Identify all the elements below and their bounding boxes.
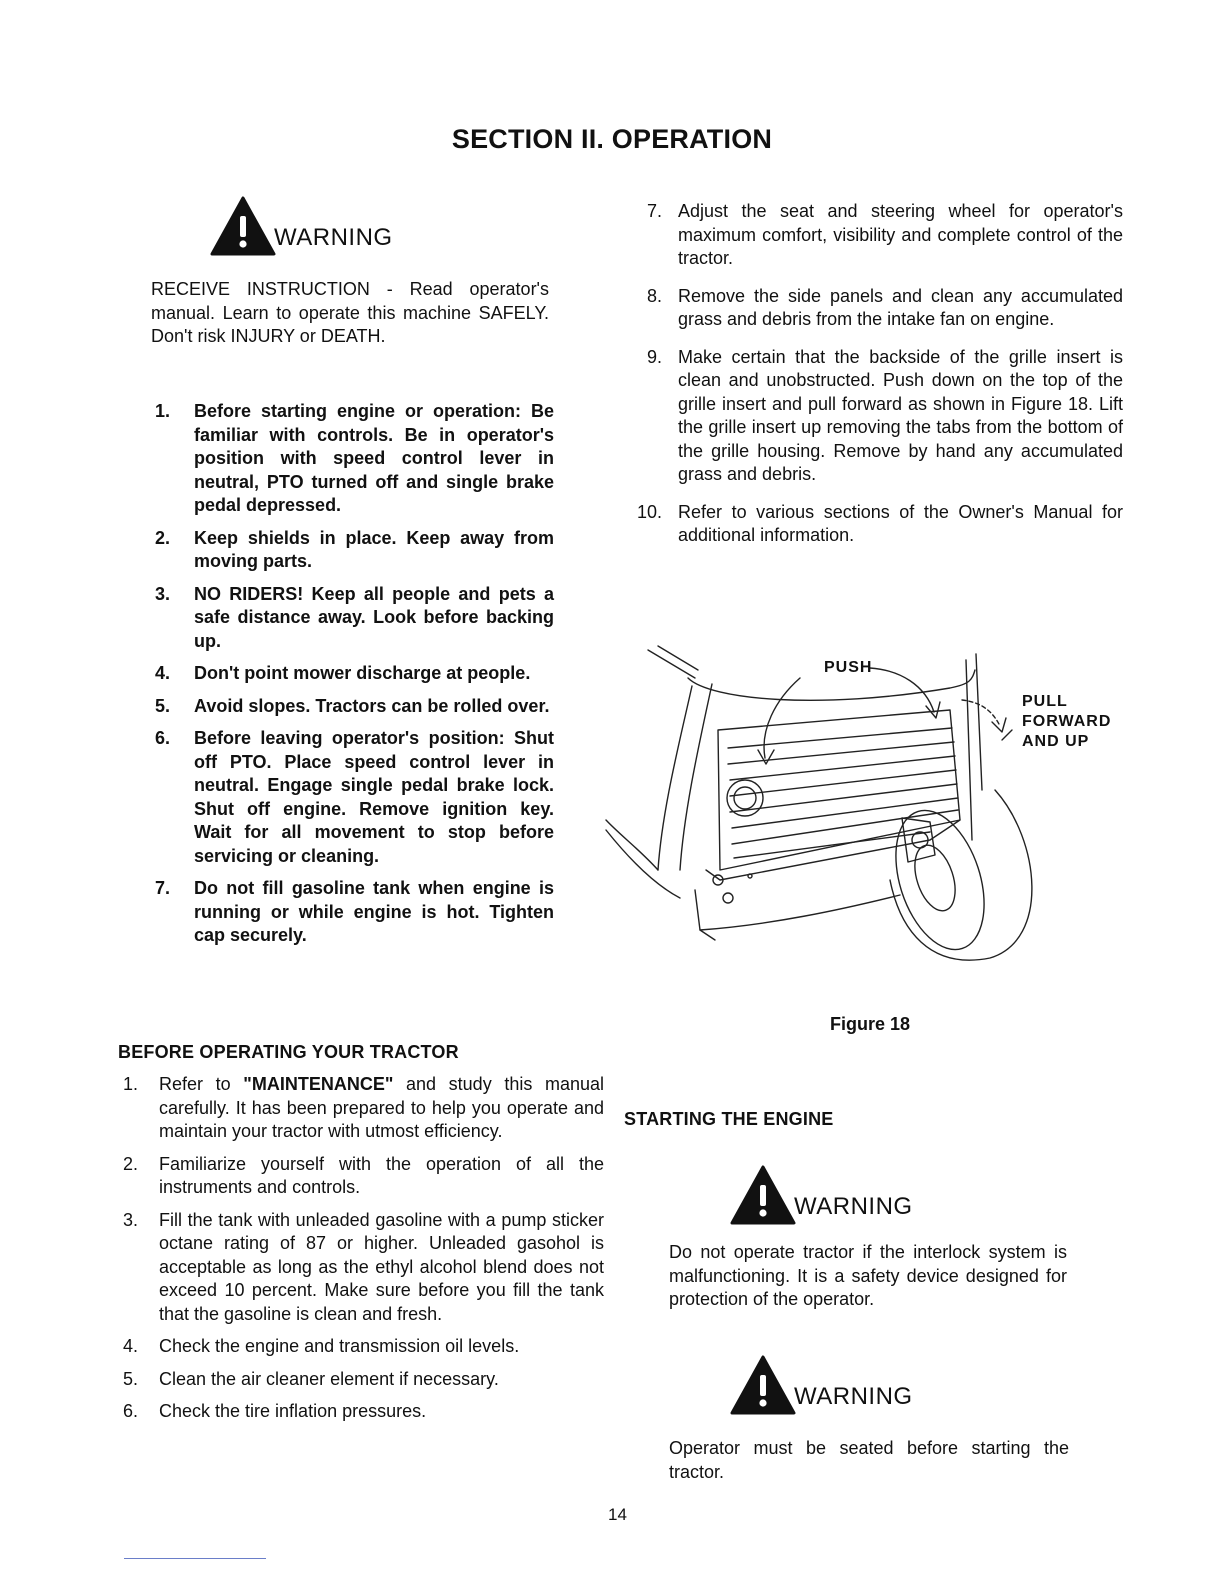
list-item (150, 583, 554, 654)
list-item-number: 1. (154, 401, 170, 421)
list-item-number: 5. (122, 1368, 138, 1389)
list-item-text: Before leaving operator's position: Shut off PTO. Place speed control lever in neutral. Engage single pedal brake lock. Shut off engine. Remove ignition key. Wait for all movement to stop before servicing or cleaning. (194, 728, 554, 866)
list-item-number: 6. (122, 1401, 138, 1421)
warning-heading: WARNING (794, 1383, 913, 1410)
list-item (150, 662, 554, 686)
list-item (636, 501, 1123, 548)
warning-triangle-icon (730, 1165, 796, 1225)
figure-caption: Figure 18 (830, 1014, 911, 1034)
warning-heading: WARNING (794, 1193, 913, 1220)
before-operating-list (118, 1073, 604, 1433)
warning-heading: WARNING (274, 224, 393, 251)
safety-rules-list (150, 400, 554, 957)
warning-header (210, 196, 393, 256)
maintenance-reference: "MAINTENANCE" (243, 1074, 394, 1094)
list-item-number: 3. (154, 583, 170, 604)
list-item-number: 4. (154, 663, 170, 683)
seated-warning-text: Operator must be seated before starting the tractor. (669, 1438, 1069, 1482)
list-item (118, 1400, 604, 1424)
list-item-number: 2. (154, 527, 170, 548)
list-item-text: Make certain that the backside of the grille insert is clean and unobstructed. Push down on the top of the grille insert and pull forward as shown in Figure 18. Lift the grille insert up removing the tabs from the bottom of the grille housing. Remove by hand any accumulated grass and debris. (678, 346, 1123, 484)
grille-illustration (600, 640, 1040, 970)
list-item (636, 200, 1123, 271)
interlock-warning-text: Do not operate tractor if the interlock system is malfunctioning. It is a safety device designed for protection of the operator. (669, 1242, 1067, 1309)
footer-rule (124, 1558, 266, 1559)
list-item (150, 695, 554, 719)
push-label: PUSH (824, 659, 873, 676)
warning-triangle-icon (210, 196, 276, 256)
list-item (150, 877, 554, 948)
pull-label-line1: PULL (1022, 693, 1068, 710)
list-item (118, 1209, 604, 1327)
list-item-text: Check the engine and transmission oil levels. (159, 1336, 520, 1356)
warning-header (730, 1355, 913, 1415)
pull-label-line2: FORWARD (1022, 713, 1112, 730)
list-item-number: 2. (122, 1153, 138, 1174)
item-text-prefix: Refer to (159, 1074, 244, 1094)
list-item-text: Keep shields in place. Keep away from moving parts. (194, 527, 554, 571)
item-text-suffix: and study this manual carefully. It has been prepared to help you operate and maintain your tractor with utmost efficiency. (159, 1074, 605, 1141)
list-item-number: 7. (646, 201, 662, 221)
list-item (118, 1073, 604, 1144)
page-number: 14 (608, 1505, 627, 1524)
list-item-number: 6. (154, 728, 170, 748)
section-title: SECTION II. OPERATION (451, 124, 773, 154)
list-item-text: Adjust the seat and steering wheel for operator's maximum comfort, visibility and complete control of the tractor. (678, 201, 1123, 268)
list-item (150, 527, 554, 574)
list-item (118, 1368, 604, 1392)
warning-text: RECEIVE INSTRUCTION - Read operator's manual. Learn to operate this machine SAFELY. Don't risk INJURY or DEATH. (151, 279, 549, 346)
list-item-number: 3. (122, 1209, 138, 1230)
list-item-number: 1. (122, 1074, 138, 1094)
list-item (636, 346, 1123, 487)
list-item-text (159, 1073, 604, 1144)
list-item-text: Do not fill gasoline tank when engine is running or while engine is hot. Tighten cap securely. (194, 878, 554, 945)
list-item (118, 1335, 604, 1359)
list-item-text: Familiarize yourself with the operation of all the instruments and controls. (159, 1153, 604, 1197)
list-item-text: Don't point mower discharge at people. (194, 663, 531, 683)
list-item-text: NO RIDERS! Keep all people and pets a safe distance away. Look before backing up. (194, 583, 554, 651)
starting-engine-heading: STARTING THE ENGINE (624, 1109, 834, 1129)
list-item-number: 10. (636, 501, 662, 522)
list-item (118, 1153, 604, 1200)
pre-start-checklist (636, 200, 1123, 562)
pull-label-line3: AND UP (1022, 733, 1090, 750)
list-item-text: Refer to various sections of the Owner's Manual for additional information. (678, 501, 1123, 545)
list-item-number: 5. (154, 695, 170, 716)
list-item-text: Remove the side panels and clean any accumulated grass and debris from the intake fan on engine. (678, 285, 1123, 329)
list-item (150, 400, 554, 518)
warning-header (730, 1165, 913, 1225)
list-item-text: Fill the tank with unleaded gasoline with a pump sticker octane rating of 87 or higher. Unleaded gasohol is acceptable as long as the ethyl alcohol blend does not exceed 10 percent. Make sure before you fill the tank that the gasoline is clean and fresh. (159, 1209, 604, 1324)
list-item-text: Avoid slopes. Tractors can be rolled over. (194, 695, 550, 716)
list-item (636, 285, 1123, 332)
warning-triangle-icon (730, 1355, 796, 1415)
list-item-text: Clean the air cleaner element if necessary. (159, 1368, 499, 1389)
list-item-number: 7. (154, 878, 170, 898)
list-item-text: Before starting engine or operation: Be familiar with controls. Be in operator's position with speed control lever in neutral, PTO turned off and single brake pedal depressed. (194, 401, 554, 515)
list-item (150, 727, 554, 868)
list-item-number: 8. (646, 285, 662, 306)
list-item-text: Check the tire inflation pressures. (159, 1401, 427, 1421)
list-item-number: 9. (646, 346, 662, 367)
list-item-number: 4. (122, 1336, 138, 1356)
before-operating-heading: BEFORE OPERATING YOUR TRACTOR (118, 1042, 459, 1062)
